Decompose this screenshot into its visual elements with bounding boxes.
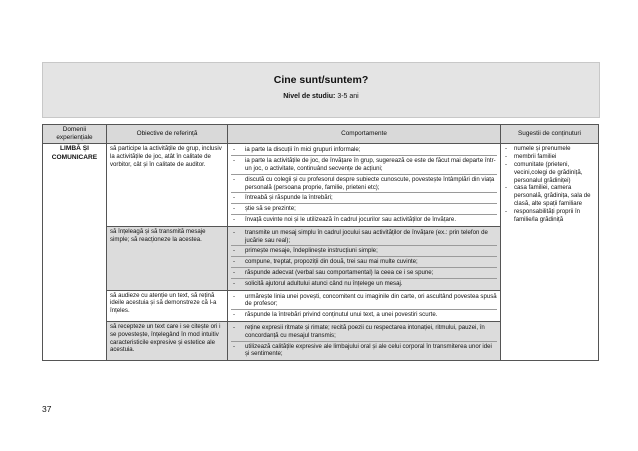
suggestion-item: - responsabilități proprii în familie/la grădiniță (504, 208, 595, 224)
behavior-item: - răspunde adecvat (verbal sau comportamental) la ceea ce i se spune; (231, 268, 497, 279)
study-level-label: Nivel de studiu: (283, 93, 336, 100)
suggestion-item: - numele și prenumele (504, 145, 595, 153)
column-header-domain: Domenii experiențiale (43, 125, 107, 144)
page-number: 37 (42, 404, 52, 414)
behavior-item: - discută cu colegii și cu profesorul despre subiecte cunoscute, povestește întâmplări din viața personală (persoana proprie, familie, prieteni etc); (231, 175, 497, 194)
behavior-item: - compune, treptat, propoziții din două, trei sau mai multe cuvinte; (231, 257, 497, 268)
suggestion-item: - comunitate (prieteni, vecini,colegi de grădiniță, personalul grădiniței) (504, 161, 595, 184)
column-header-behaviors: Comportamente (228, 125, 501, 144)
curriculum-table (42, 124, 599, 361)
behaviors-list (231, 323, 497, 359)
behaviors-cell (228, 144, 501, 226)
table-header-row (43, 125, 599, 144)
behaviors-cell (228, 226, 501, 290)
behaviors-cell (228, 321, 501, 360)
behavior-item: - primește mesaje, îndeplinește instrucțiuni simple; (231, 246, 497, 257)
behaviors-list (231, 145, 497, 224)
behavior-item: - reține expresii ritmate și rimate; recită poezii cu respectarea intonației, ritmului, pauzei, în concordanță cu mesajul transmis; (231, 323, 497, 342)
lesson-title-box (42, 62, 600, 118)
behaviors-list (231, 228, 497, 289)
suggestions-cell (501, 144, 599, 361)
behavior-item: - știe să se prezinte; (231, 204, 497, 215)
study-level (43, 93, 599, 100)
column-header-objectives: Obiective de referință (107, 125, 228, 144)
study-level-value: 3-5 ani (337, 93, 359, 100)
behavior-item: - ia parte la discuții în mici grupuri informale; (231, 145, 497, 156)
suggestion-item: - membrii familiei (504, 153, 595, 161)
behavior-item: - transmite un mesaj simplu în cadrul jocului sau activităților de învățare (ex.: prin telefon de jucărie sau real); (231, 228, 497, 247)
behavior-item: - întreabă și răspunde la întrebări; (231, 193, 497, 204)
objective-cell: să înțeleagă și să transmită mesaje simple; să reacționeze la acestea. (107, 226, 228, 290)
column-header-suggestions: Sugestii de conținuturi (501, 125, 599, 144)
behavior-item: - utilizează calitățile expresive ale limbajului oral și ale celui corporal în transmiterea unor idei și sentimente; (231, 342, 497, 360)
suggestions-list (504, 145, 595, 223)
behaviors-cell (228, 290, 501, 321)
behavior-item: - urmărește linia unei povești, concomitent cu imaginile din carte, ori ascultând povestea spusă de profesor; (231, 292, 497, 311)
behavior-item: - răspunde la întrebări privind conținutul unui text, a unei povestiri scurte. (231, 310, 497, 320)
behavior-item: - ia parte la activitățile de joc, de învățare în grup, sugerează ce este de făcut mai departe într-un joc, o activitate, continuând secvențe de acțiuni; (231, 156, 497, 175)
lesson-title: Cine sunt/suntem? (273, 74, 369, 86)
domain-cell: LIMBĂ ȘI COMUNICARE (43, 144, 107, 361)
objective-cell: să audieze cu atenție un text, să rețină ideile acestuia și să demonstreze că l-a înțeles. (107, 290, 228, 321)
table-row (43, 144, 599, 226)
behavior-item: - solicită ajutorul adultului atunci când nu înțelege un mesaj. (231, 279, 497, 289)
behavior-item: - învață cuvinte noi și le utilizează în cadrul jocurilor sau activităților de învățare. (231, 215, 497, 225)
suggestion-item: - casa familiei, camera personală, grădinița, sala de clasă, alte spații familiare (504, 184, 595, 207)
objective-cell: să recepteze un text care i se citește ori i se povestește, înțelegând în mod intuitiv caracteristicile expresive și estetice ale acestuia. (107, 321, 228, 360)
objective-cell: să participe la activitățile de grup, inclusiv la activitățile de joc, atât în calitate de vorbitor, cât și în calitate de auditor. (107, 144, 228, 226)
behaviors-list (231, 292, 497, 320)
